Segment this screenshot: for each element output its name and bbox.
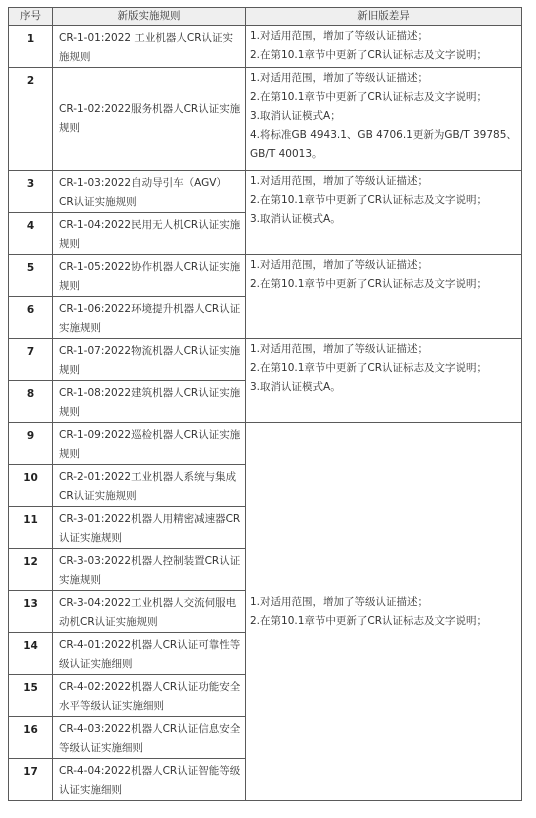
diff-line: 3.取消认证模式A。 bbox=[250, 381, 341, 393]
diff-cell bbox=[246, 26, 522, 68]
rule-name: CR-3-01:2022机器人用精密减速器CR认证实施规则 bbox=[53, 507, 246, 549]
row-number: 12 bbox=[9, 549, 53, 591]
header-new-rule: 新版实施规则 bbox=[53, 8, 246, 26]
rule-name: CR-1-03:2022自动导引车（AGV）CR认证实施规则 bbox=[53, 171, 246, 213]
row-number: 2 bbox=[9, 68, 53, 171]
row-number: 13 bbox=[9, 591, 53, 633]
diff-cell bbox=[246, 423, 522, 801]
rule-name: CR-1-02:2022服务机器人CR认证实施规则 bbox=[53, 68, 246, 171]
rule-name: CR-4-01:2022机器人CR认证可靠性等级认证实施细则 bbox=[53, 633, 246, 675]
rule-name: CR-4-04:2022机器人CR认证智能等级认证实施细则 bbox=[53, 759, 246, 801]
diff-line: 1.对适用范围，增加了等级认证描述； bbox=[250, 259, 429, 271]
diff-line: 2.在第10.1章节中更新了CR认证标志及文字说明； bbox=[250, 362, 488, 374]
row-number: 9 bbox=[9, 423, 53, 465]
rules-comparison-table bbox=[8, 7, 522, 801]
diff-line: 1.对适用范围，增加了等级认证描述； bbox=[250, 596, 429, 608]
diff-line: 2.在第10.1章节中更新了CR认证标志及文字说明； bbox=[250, 278, 488, 290]
table-row bbox=[9, 339, 522, 381]
diff-cell bbox=[246, 68, 522, 171]
diff-line: 2.在第10.1章节中更新了CR认证标志及文字说明； bbox=[250, 49, 488, 61]
diff-line: 4.将标准GB 4943.1、GB 4706.1更新为GB/T 39785、GB/T 40013。 bbox=[250, 129, 517, 160]
diff-line: 1.对适用范围，增加了等级认证描述； bbox=[250, 343, 429, 355]
row-number: 8 bbox=[9, 381, 53, 423]
table-row bbox=[9, 26, 522, 68]
rule-name: CR-4-02:2022机器人CR认证功能安全水平等级认证实施细则 bbox=[53, 675, 246, 717]
row-number: 11 bbox=[9, 507, 53, 549]
row-number: 1 bbox=[9, 26, 53, 68]
diff-cell bbox=[246, 255, 522, 339]
rule-name: CR-3-03:2022机器人控制装置CR认证实施规则 bbox=[53, 549, 246, 591]
table-row bbox=[9, 171, 522, 213]
header-serial-number: 序号 bbox=[9, 8, 53, 26]
row-number: 4 bbox=[9, 213, 53, 255]
table-row bbox=[9, 255, 522, 297]
diff-line: 1.对适用范围，增加了等级认证描述； bbox=[250, 72, 429, 84]
table-row bbox=[9, 423, 522, 465]
rule-name: CR-1-01:2022 工业机器人CR认证实施规则 bbox=[53, 26, 246, 68]
row-number: 16 bbox=[9, 717, 53, 759]
row-number: 6 bbox=[9, 297, 53, 339]
diff-line: 3.取消认证模式A； bbox=[250, 110, 341, 122]
rule-name: CR-1-05:2022协作机器人CR认证实施规则 bbox=[53, 255, 246, 297]
diff-line: 2.在第10.1章节中更新了CR认证标志及文字说明； bbox=[250, 615, 488, 627]
row-number: 7 bbox=[9, 339, 53, 381]
rule-name: CR-4-03:2022机器人CR认证信息安全等级认证实施细则 bbox=[53, 717, 246, 759]
rule-name: CR-1-04:2022民用无人机CR认证实施规则 bbox=[53, 213, 246, 255]
rule-name: CR-1-08:2022建筑机器人CR认证实施规则 bbox=[53, 381, 246, 423]
diff-cell bbox=[246, 339, 522, 423]
rule-name: CR-1-06:2022环境提升机器人CR认证实施规则 bbox=[53, 297, 246, 339]
row-number: 17 bbox=[9, 759, 53, 801]
diff-line: 2.在第10.1章节中更新了CR认证标志及文字说明； bbox=[250, 91, 488, 103]
diff-line: 1.对适用范围，增加了等级认证描述； bbox=[250, 30, 429, 42]
diff-line: 2.在第10.1章节中更新了CR认证标志及文字说明； bbox=[250, 194, 488, 206]
table-header-row bbox=[9, 8, 522, 26]
table-row bbox=[9, 68, 522, 171]
rule-name: CR-3-04:2022工业机器人交流伺服电动机CR认证实施规则 bbox=[53, 591, 246, 633]
row-number: 3 bbox=[9, 171, 53, 213]
header-differences: 新旧版差异 bbox=[246, 8, 522, 26]
diff-cell bbox=[246, 171, 522, 255]
rule-name: CR-1-07:2022物流机器人CR认证实施规则 bbox=[53, 339, 246, 381]
rule-name: CR-1-09:2022巡检机器人CR认证实施规则 bbox=[53, 423, 246, 465]
diff-line: 3.取消认证模式A。 bbox=[250, 213, 341, 225]
row-number: 5 bbox=[9, 255, 53, 297]
row-number: 15 bbox=[9, 675, 53, 717]
diff-line: 1.对适用范围，增加了等级认证描述； bbox=[250, 175, 429, 187]
rule-name: CR-2-01:2022工业机器人系统与集成CR认证实施规则 bbox=[53, 465, 246, 507]
row-number: 10 bbox=[9, 465, 53, 507]
row-number: 14 bbox=[9, 633, 53, 675]
